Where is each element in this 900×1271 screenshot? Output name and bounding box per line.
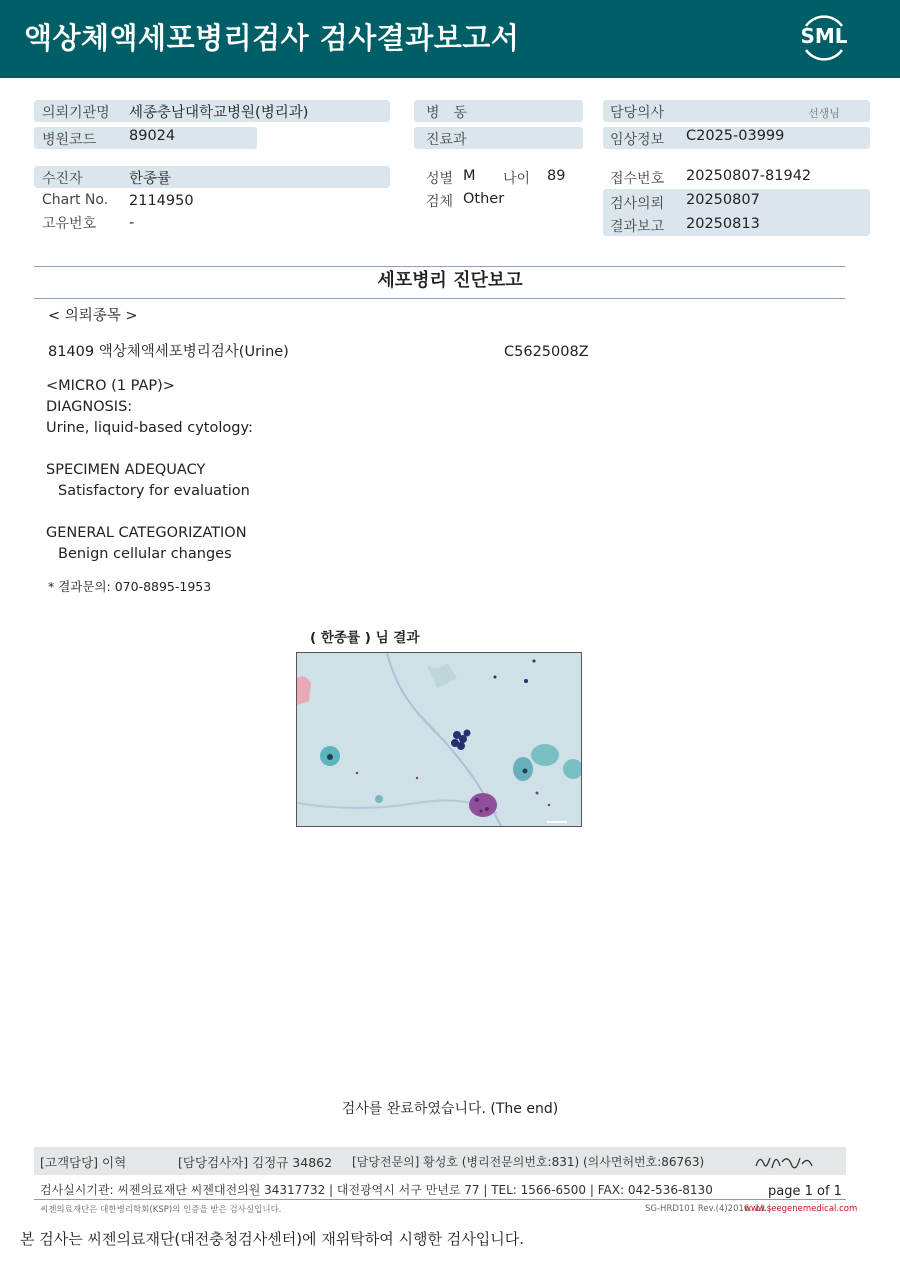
clinical-label: 임상정보 (610, 132, 665, 148)
item-number: C5625008Z (504, 344, 589, 360)
image-caption: ( 한종률 ) 님 결과 (310, 630, 420, 646)
signature-icon (752, 1148, 816, 1176)
micrograph-image (297, 653, 582, 827)
logo-text: SML (800, 24, 848, 48)
footer-form-code: SG-HRD101 Rev.(4)2016. 11 | (645, 1204, 772, 1214)
request-label: 검사의뢰 (610, 196, 665, 212)
footer-accreditation: 씨젠의료재단은 대한병리학회(KSP)의 인증을 받은 검사실입니다. (40, 1205, 282, 1215)
patient-label: 수진자 (42, 171, 83, 187)
unique-label: 고유번호 (42, 216, 97, 232)
patient-value: 한종률 (129, 171, 172, 187)
ward-label: 병 동 (426, 105, 468, 121)
footer-url[interactable]: www.seegenemedical.com (744, 1204, 858, 1214)
sex-label: 성별 (426, 171, 454, 187)
report-date-value: 20250813 (686, 216, 760, 232)
item-code-name: 81409 액상체액세포병리검사(Urine) (48, 344, 289, 360)
specimen-value: Other (463, 191, 505, 207)
request-items-label: < 의뢰종목 > (48, 308, 138, 324)
adequacy-text: Satisfactory for evaluation (58, 483, 250, 499)
request-value: 20250807 (686, 192, 760, 208)
dept-label: 진료과 (426, 132, 467, 148)
age-value: 89 (547, 168, 566, 184)
doctor-label: 담당의사 (610, 105, 665, 121)
specimen-label: 검체 (426, 194, 454, 210)
clinical-value: C2025-03999 (686, 128, 785, 144)
unique-value: - (129, 215, 135, 231)
receipt-value: 20250807-81942 (686, 168, 812, 184)
footer-specialist: [담당전문의] 황성호 (병리전문의번호:831) (의사면허번호:86763) (352, 1155, 705, 1169)
bottom-note: 본 검사는 씨젠의료재단(대전충청검사센터)에 재위탁하여 시행한 검사입니다. (20, 1230, 524, 1248)
report-header (0, 0, 900, 78)
signature (752, 1148, 816, 1176)
diagnosis-heading: DIAGNOSIS: (46, 399, 133, 415)
patient-bar (34, 166, 390, 188)
chart-value: 2114950 (129, 193, 194, 209)
section-title: 세포병리 진단보고 (377, 270, 523, 291)
receipt-label: 접수번호 (610, 171, 665, 187)
footer-institution: 검사실시기관: 씨젠의료재단 씨젠대전의원 34317732 | 대전광역시 서구 만년로 77 | TEL: 1566-6500 | FAX: 042-536-8130 (40, 1183, 713, 1197)
report-title: 액상체액세포병리검사 검사결과보고서 (24, 21, 520, 55)
footer-customer: [고객담당] 이혁 (40, 1155, 127, 1170)
adequacy-heading: SPECIMEN ADEQUACY (46, 462, 206, 478)
sex-value: M (463, 168, 476, 184)
section-rule-bottom (34, 298, 845, 299)
age-label: 나이 (503, 171, 531, 187)
footer-rule (34, 1199, 846, 1200)
diagnosis-text: Urine, liquid-based cytology: (46, 420, 253, 436)
report-date-label: 결과보고 (610, 219, 665, 235)
chart-label: Chart No. (42, 192, 109, 208)
category-heading: GENERAL CATEGORIZATION (46, 525, 247, 541)
inquiry-phone: * 결과문의: 070-8895-1953 (48, 579, 212, 594)
page-number: page 1 of 1 (768, 1184, 842, 1199)
institution-label: 의뢰기관명 (42, 105, 110, 121)
hospital-code-label: 병원코드 (42, 132, 97, 148)
sml-logo (796, 12, 852, 64)
end-text: 검사를 완료하였습니다. (The end) (341, 1101, 559, 1117)
category-text: Benign cellular changes (58, 546, 232, 562)
cytology-micrograph (296, 652, 582, 827)
hospital-code-value: 89024 (129, 128, 176, 144)
micro-line: <MICRO (1 PAP)> (46, 378, 175, 394)
doctor-suffix: 선생님 (808, 107, 840, 120)
institution-value: 세종충남대학교병원(병리과) (129, 105, 309, 121)
footer-tester: [담당검사자] 김정규 34862 (178, 1155, 333, 1170)
